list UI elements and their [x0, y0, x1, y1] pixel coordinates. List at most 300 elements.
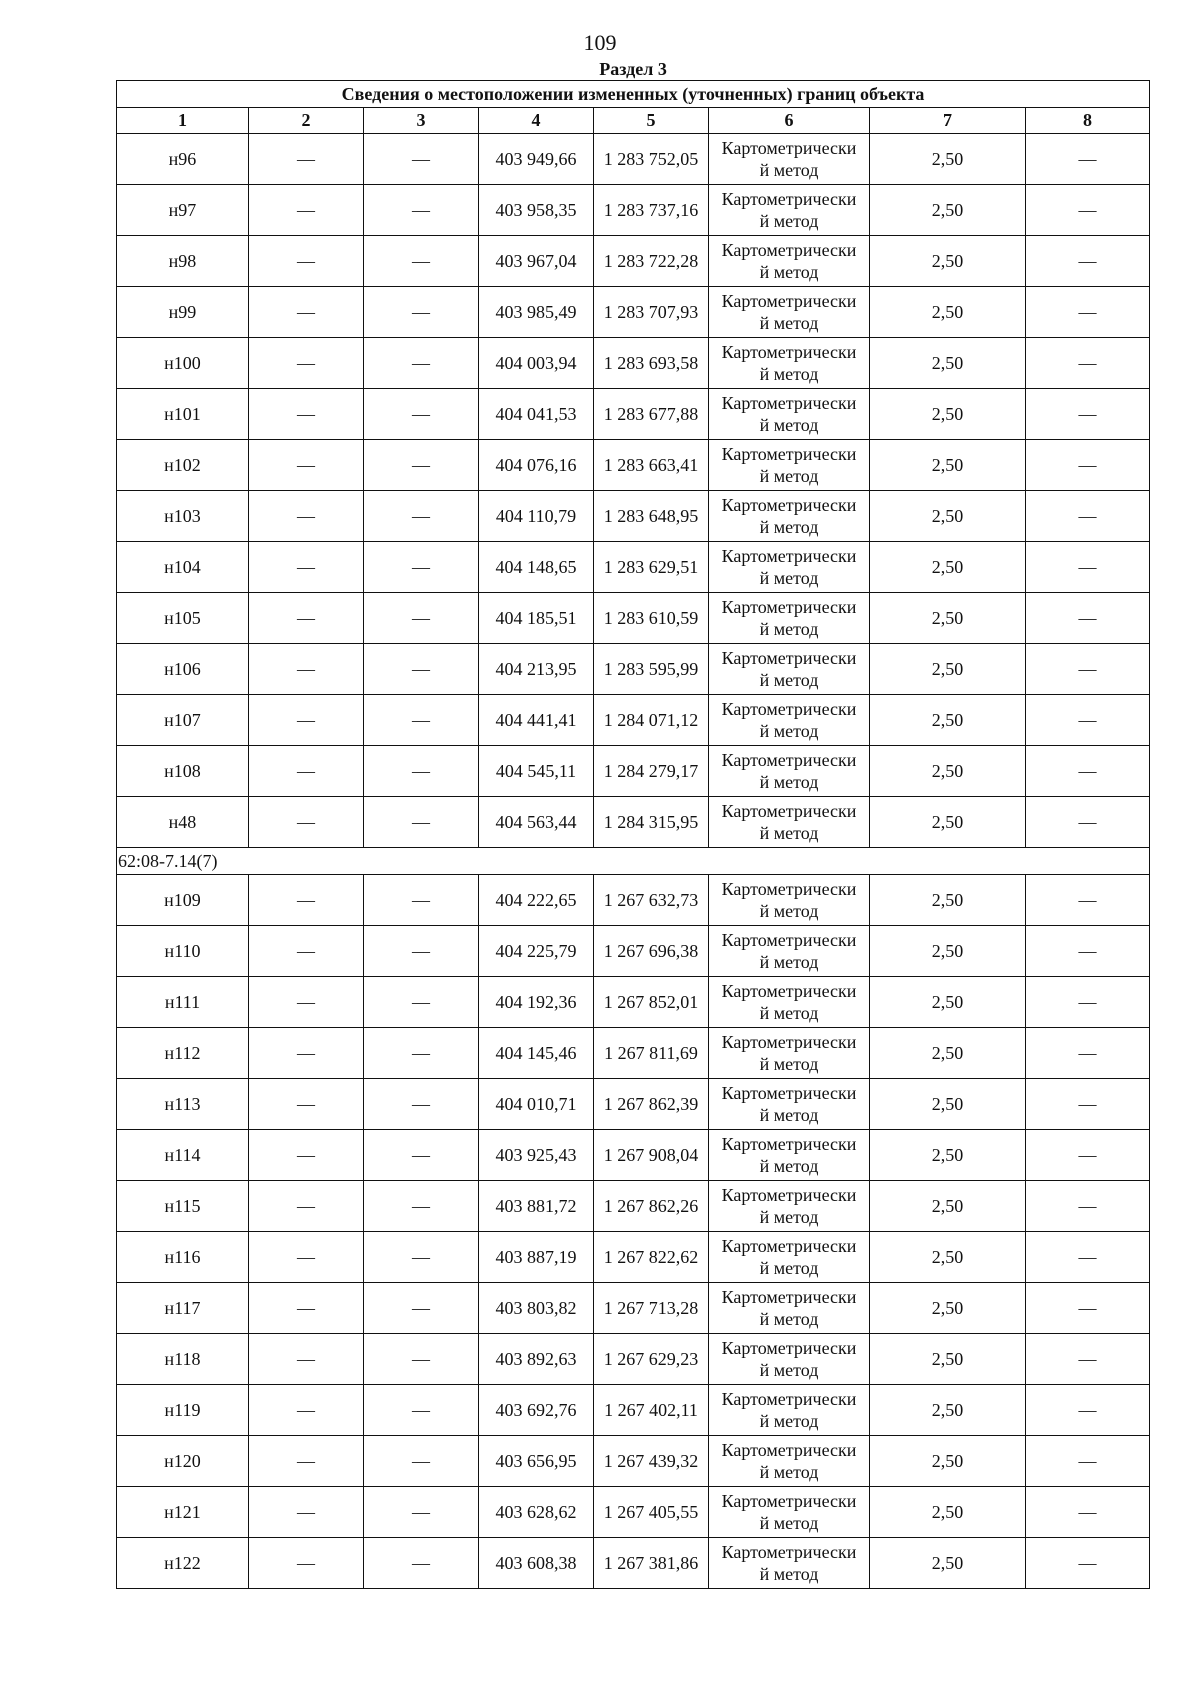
empty-dash: —	[364, 134, 479, 185]
coordinate-x: 403 967,04	[479, 236, 594, 287]
empty-dash: —	[1026, 977, 1150, 1028]
method-cell	[709, 644, 870, 695]
method-cell	[709, 875, 870, 926]
coordinate-y: 1 283 610,59	[594, 593, 709, 644]
method-line-2: й метод	[759, 1105, 819, 1125]
method-line-1: Картометрически	[721, 291, 857, 311]
coordinate-x: 403 887,19	[479, 1232, 594, 1283]
method-cell	[709, 1385, 870, 1436]
coordinate-y: 1 267 381,86	[594, 1538, 709, 1589]
table-row	[117, 1334, 1150, 1385]
method-cell	[709, 1334, 870, 1385]
empty-dash: —	[1026, 926, 1150, 977]
empty-dash: —	[249, 926, 364, 977]
empty-dash: —	[249, 977, 364, 1028]
empty-dash: —	[364, 875, 479, 926]
empty-dash: —	[1026, 746, 1150, 797]
precision-value: 2,50	[870, 389, 1026, 440]
empty-dash: —	[364, 491, 479, 542]
empty-dash: —	[249, 1385, 364, 1436]
coordinate-y: 1 283 737,16	[594, 185, 709, 236]
method-line-2: й метод	[759, 1411, 819, 1431]
coordinate-x: 404 041,53	[479, 389, 594, 440]
method-line-2: й метод	[759, 1462, 819, 1482]
coordinate-y: 1 284 315,95	[594, 797, 709, 848]
coordinate-y: 1 284 279,17	[594, 746, 709, 797]
empty-dash: —	[249, 491, 364, 542]
empty-dash: —	[364, 1181, 479, 1232]
method-cell	[709, 440, 870, 491]
method-cell	[709, 1538, 870, 1589]
empty-dash: —	[364, 746, 479, 797]
method-line-1: Картометрически	[721, 189, 857, 209]
empty-dash: —	[364, 1334, 479, 1385]
precision-value: 2,50	[870, 236, 1026, 287]
empty-dash: —	[249, 1181, 364, 1232]
method-line-1: Картометрически	[721, 1542, 857, 1562]
table-row	[117, 440, 1150, 491]
method-line-2: й метод	[759, 619, 819, 639]
precision-value: 2,50	[870, 1385, 1026, 1436]
point-id: н120	[117, 1436, 249, 1487]
method-line-2: й метод	[759, 1054, 819, 1074]
column-number: 1	[117, 108, 249, 134]
empty-dash: —	[249, 185, 364, 236]
method-cell	[709, 491, 870, 542]
point-id: н104	[117, 542, 249, 593]
empty-dash: —	[364, 1283, 479, 1334]
empty-dash: —	[1026, 338, 1150, 389]
method-line-1: Картометрически	[721, 342, 857, 362]
method-line-1: Картометрически	[721, 393, 857, 413]
empty-dash: —	[364, 797, 479, 848]
coordinate-y: 1 267 632,73	[594, 875, 709, 926]
coordinate-x: 403 692,76	[479, 1385, 594, 1436]
empty-dash: —	[1026, 1130, 1150, 1181]
precision-value: 2,50	[870, 746, 1026, 797]
table-row	[117, 1385, 1150, 1436]
method-line-2: й метод	[759, 466, 819, 486]
method-line-1: Картометрически	[721, 444, 857, 464]
coordinate-x: 404 225,79	[479, 926, 594, 977]
method-cell	[709, 1232, 870, 1283]
empty-dash: —	[1026, 644, 1150, 695]
empty-dash: —	[1026, 1232, 1150, 1283]
coordinate-y: 1 283 722,28	[594, 236, 709, 287]
precision-value: 2,50	[870, 1283, 1026, 1334]
table-row	[117, 1436, 1150, 1487]
method-cell	[709, 1079, 870, 1130]
point-id: н117	[117, 1283, 249, 1334]
method-cell	[709, 593, 870, 644]
empty-dash: —	[364, 1487, 479, 1538]
method-line-2: й метод	[759, 823, 819, 843]
empty-dash: —	[249, 542, 364, 593]
coordinate-y: 1 283 648,95	[594, 491, 709, 542]
precision-value: 2,50	[870, 695, 1026, 746]
table-row	[117, 1283, 1150, 1334]
empty-dash: —	[364, 1436, 479, 1487]
coordinate-y: 1 267 402,11	[594, 1385, 709, 1436]
method-line-1: Картометрически	[721, 699, 857, 719]
boundary-table	[116, 58, 1150, 1589]
empty-dash: —	[249, 389, 364, 440]
method-cell	[709, 542, 870, 593]
empty-dash: —	[1026, 287, 1150, 338]
point-id: н114	[117, 1130, 249, 1181]
column-number: 5	[594, 108, 709, 134]
precision-value: 2,50	[870, 593, 1026, 644]
empty-dash: —	[1026, 1487, 1150, 1538]
method-line-2: й метод	[759, 1003, 819, 1023]
empty-dash: —	[364, 287, 479, 338]
method-cell	[709, 926, 870, 977]
empty-dash: —	[364, 389, 479, 440]
empty-dash: —	[1026, 440, 1150, 491]
table-title: Сведения о местоположении измененных (уточненных) границ объекта	[117, 81, 1150, 108]
point-id: н102	[117, 440, 249, 491]
coordinate-x: 403 881,72	[479, 1181, 594, 1232]
empty-dash: —	[249, 1130, 364, 1181]
method-line-1: Картометрически	[721, 930, 857, 950]
point-id: н99	[117, 287, 249, 338]
method-line-2: й метод	[759, 1513, 819, 1533]
empty-dash: —	[1026, 236, 1150, 287]
empty-dash: —	[1026, 1334, 1150, 1385]
empty-dash: —	[1026, 797, 1150, 848]
table-row	[117, 491, 1150, 542]
table-row	[117, 644, 1150, 695]
method-cell	[709, 185, 870, 236]
point-id: н48	[117, 797, 249, 848]
precision-value: 2,50	[870, 1487, 1026, 1538]
method-line-2: й метод	[759, 1360, 819, 1380]
coordinate-x: 404 110,79	[479, 491, 594, 542]
point-id: н119	[117, 1385, 249, 1436]
precision-value: 2,50	[870, 287, 1026, 338]
empty-dash: —	[364, 593, 479, 644]
method-cell	[709, 134, 870, 185]
method-line-2: й метод	[759, 901, 819, 921]
empty-dash: —	[249, 1079, 364, 1130]
table-row	[117, 1079, 1150, 1130]
coordinate-y: 1 283 677,88	[594, 389, 709, 440]
empty-dash: —	[1026, 389, 1150, 440]
precision-value: 2,50	[870, 797, 1026, 848]
empty-dash: —	[249, 746, 364, 797]
method-line-1: Картометрически	[721, 1083, 857, 1103]
coordinate-x: 403 803,82	[479, 1283, 594, 1334]
coordinate-x: 403 656,95	[479, 1436, 594, 1487]
table-row	[117, 1028, 1150, 1079]
table-row	[117, 797, 1150, 848]
column-number: 7	[870, 108, 1026, 134]
table-row	[117, 389, 1150, 440]
coordinate-x: 403 958,35	[479, 185, 594, 236]
coordinate-y: 1 283 693,58	[594, 338, 709, 389]
precision-value: 2,50	[870, 977, 1026, 1028]
table-row	[117, 338, 1150, 389]
precision-value: 2,50	[870, 1232, 1026, 1283]
column-number: 2	[249, 108, 364, 134]
method-cell	[709, 1283, 870, 1334]
empty-dash: —	[249, 1232, 364, 1283]
coordinate-x: 403 949,66	[479, 134, 594, 185]
precision-value: 2,50	[870, 926, 1026, 977]
method-line-1: Картометрически	[721, 801, 857, 821]
method-line-1: Картометрически	[721, 1338, 857, 1358]
method-cell	[709, 1181, 870, 1232]
empty-dash: —	[364, 440, 479, 491]
method-line-1: Картометрически	[721, 879, 857, 899]
empty-dash: —	[1026, 1385, 1150, 1436]
coordinate-x: 404 213,95	[479, 644, 594, 695]
method-cell	[709, 1436, 870, 1487]
method-line-2: й метод	[759, 262, 819, 282]
column-number: 8	[1026, 108, 1150, 134]
table-row	[117, 1130, 1150, 1181]
table-row	[117, 542, 1150, 593]
point-id: н122	[117, 1538, 249, 1589]
method-cell	[709, 977, 870, 1028]
coordinate-x: 403 985,49	[479, 287, 594, 338]
section-title: Раздел 3	[599, 59, 667, 79]
precision-value: 2,50	[870, 1436, 1026, 1487]
method-cell	[709, 338, 870, 389]
empty-dash: —	[364, 1028, 479, 1079]
precision-value: 2,50	[870, 644, 1026, 695]
empty-dash: —	[1026, 1181, 1150, 1232]
method-line-2: й метод	[759, 160, 819, 180]
point-id: н107	[117, 695, 249, 746]
coordinate-y: 1 283 707,93	[594, 287, 709, 338]
empty-dash: —	[1026, 1436, 1150, 1487]
point-id: н112	[117, 1028, 249, 1079]
empty-dash: —	[364, 185, 479, 236]
table-row	[117, 134, 1150, 185]
method-line-1: Картометрически	[721, 1032, 857, 1052]
method-cell	[709, 746, 870, 797]
coordinate-y: 1 267 696,38	[594, 926, 709, 977]
empty-dash: —	[364, 644, 479, 695]
coordinate-x: 404 441,41	[479, 695, 594, 746]
page-number: 109	[583, 30, 617, 55]
method-line-2: й метод	[759, 721, 819, 741]
coordinate-y: 1 284 071,12	[594, 695, 709, 746]
precision-value: 2,50	[870, 338, 1026, 389]
empty-dash: —	[249, 134, 364, 185]
coordinate-x: 404 010,71	[479, 1079, 594, 1130]
empty-dash: —	[249, 1487, 364, 1538]
precision-value: 2,50	[870, 875, 1026, 926]
coordinate-y: 1 267 439,32	[594, 1436, 709, 1487]
method-line-2: й метод	[759, 1207, 819, 1227]
point-id: н101	[117, 389, 249, 440]
point-id: н110	[117, 926, 249, 977]
empty-dash: —	[364, 542, 479, 593]
coordinate-y: 1 283 629,51	[594, 542, 709, 593]
empty-dash: —	[364, 236, 479, 287]
table-row	[117, 593, 1150, 644]
empty-dash: —	[249, 287, 364, 338]
table-row	[117, 185, 1150, 236]
empty-dash: —	[249, 236, 364, 287]
method-cell	[709, 695, 870, 746]
coordinate-x: 404 185,51	[479, 593, 594, 644]
precision-value: 2,50	[870, 1028, 1026, 1079]
coordinate-y: 1 267 908,04	[594, 1130, 709, 1181]
point-id: н121	[117, 1487, 249, 1538]
coordinate-y: 1 267 822,62	[594, 1232, 709, 1283]
method-cell	[709, 236, 870, 287]
method-line-1: Картометрически	[721, 546, 857, 566]
precision-value: 2,50	[870, 1334, 1026, 1385]
empty-dash: —	[1026, 695, 1150, 746]
coordinate-x: 403 608,38	[479, 1538, 594, 1589]
empty-dash: —	[1026, 593, 1150, 644]
coordinate-y: 1 267 811,69	[594, 1028, 709, 1079]
coordinate-x: 404 192,36	[479, 977, 594, 1028]
empty-dash: —	[364, 926, 479, 977]
empty-dash: —	[1026, 1079, 1150, 1130]
method-line-1: Картометрически	[721, 1491, 857, 1511]
table-row	[117, 1487, 1150, 1538]
coordinate-y: 1 283 663,41	[594, 440, 709, 491]
method-cell	[709, 797, 870, 848]
empty-dash: —	[249, 644, 364, 695]
method-line-1: Картометрически	[721, 597, 857, 617]
empty-dash: —	[364, 1232, 479, 1283]
method-line-1: Картометрически	[721, 138, 857, 158]
point-id: н113	[117, 1079, 249, 1130]
method-line-2: й метод	[759, 211, 819, 231]
point-id: н103	[117, 491, 249, 542]
empty-dash: —	[364, 338, 479, 389]
empty-dash: —	[249, 440, 364, 491]
coordinate-x: 403 892,63	[479, 1334, 594, 1385]
point-id: н109	[117, 875, 249, 926]
empty-dash: —	[1026, 1538, 1150, 1589]
coordinate-x: 404 076,16	[479, 440, 594, 491]
method-line-2: й метод	[759, 415, 819, 435]
point-id: н105	[117, 593, 249, 644]
method-line-1: Картометрически	[721, 1134, 857, 1154]
coordinate-y: 1 283 752,05	[594, 134, 709, 185]
method-line-2: й метод	[759, 1156, 819, 1176]
coordinate-x: 404 563,44	[479, 797, 594, 848]
group-row	[117, 848, 1150, 875]
method-cell	[709, 389, 870, 440]
method-line-1: Картометрически	[721, 1440, 857, 1460]
method-line-2: й метод	[759, 772, 819, 792]
coordinate-x: 403 628,62	[479, 1487, 594, 1538]
method-line-1: Картометрически	[721, 495, 857, 515]
empty-dash: —	[1026, 542, 1150, 593]
coordinate-x: 404 222,65	[479, 875, 594, 926]
method-cell	[709, 1028, 870, 1079]
empty-dash: —	[249, 1334, 364, 1385]
method-line-2: й метод	[759, 517, 819, 537]
empty-dash: —	[249, 1283, 364, 1334]
empty-dash: —	[1026, 134, 1150, 185]
empty-dash: —	[364, 1385, 479, 1436]
method-line-2: й метод	[759, 952, 819, 972]
precision-value: 2,50	[870, 185, 1026, 236]
precision-value: 2,50	[870, 1130, 1026, 1181]
table-row	[117, 746, 1150, 797]
precision-value: 2,50	[870, 491, 1026, 542]
method-line-1: Картометрически	[721, 1389, 857, 1409]
point-id: н108	[117, 746, 249, 797]
coordinate-x: 404 145,46	[479, 1028, 594, 1079]
precision-value: 2,50	[870, 134, 1026, 185]
point-id: н100	[117, 338, 249, 389]
table-row	[117, 875, 1150, 926]
method-cell	[709, 1130, 870, 1181]
method-line-2: й метод	[759, 568, 819, 588]
table-row	[117, 926, 1150, 977]
empty-dash: —	[1026, 1028, 1150, 1079]
table-row	[117, 1181, 1150, 1232]
coordinate-x: 404 545,11	[479, 746, 594, 797]
method-line-1: Картометрически	[721, 1236, 857, 1256]
empty-dash: —	[1026, 491, 1150, 542]
method-line-1: Картометрически	[721, 648, 857, 668]
coordinate-y: 1 267 862,26	[594, 1181, 709, 1232]
empty-dash: —	[1026, 875, 1150, 926]
precision-value: 2,50	[870, 1181, 1026, 1232]
point-id: н106	[117, 644, 249, 695]
point-id: н111	[117, 977, 249, 1028]
coordinate-x: 404 003,94	[479, 338, 594, 389]
point-id: н96	[117, 134, 249, 185]
point-id: н97	[117, 185, 249, 236]
point-id: н116	[117, 1232, 249, 1283]
method-line-2: й метод	[759, 670, 819, 690]
empty-dash: —	[249, 338, 364, 389]
column-number: 4	[479, 108, 594, 134]
column-number: 3	[364, 108, 479, 134]
empty-dash: —	[249, 797, 364, 848]
method-line-1: Картометрически	[721, 981, 857, 1001]
coordinate-y: 1 267 713,28	[594, 1283, 709, 1334]
method-line-1: Картометрически	[721, 750, 857, 770]
method-line-1: Картометрически	[721, 240, 857, 260]
empty-dash: —	[249, 1028, 364, 1079]
precision-value: 2,50	[870, 1079, 1026, 1130]
empty-dash: —	[364, 1538, 479, 1589]
empty-dash: —	[1026, 185, 1150, 236]
precision-value: 2,50	[870, 440, 1026, 491]
table-row	[117, 1538, 1150, 1589]
precision-value: 2,50	[870, 542, 1026, 593]
point-id: н118	[117, 1334, 249, 1385]
coordinate-y: 1 267 629,23	[594, 1334, 709, 1385]
method-line-2: й метод	[759, 364, 819, 384]
table-row	[117, 287, 1150, 338]
table-row	[117, 977, 1150, 1028]
empty-dash: —	[249, 593, 364, 644]
coordinate-x: 404 148,65	[479, 542, 594, 593]
empty-dash: —	[1026, 1283, 1150, 1334]
coordinate-y: 1 267 852,01	[594, 977, 709, 1028]
table-row	[117, 1232, 1150, 1283]
empty-dash: —	[364, 1130, 479, 1181]
empty-dash: —	[364, 977, 479, 1028]
table-row	[117, 236, 1150, 287]
empty-dash: —	[364, 695, 479, 746]
group-label: 62:08-7.14(7)	[117, 848, 1150, 875]
